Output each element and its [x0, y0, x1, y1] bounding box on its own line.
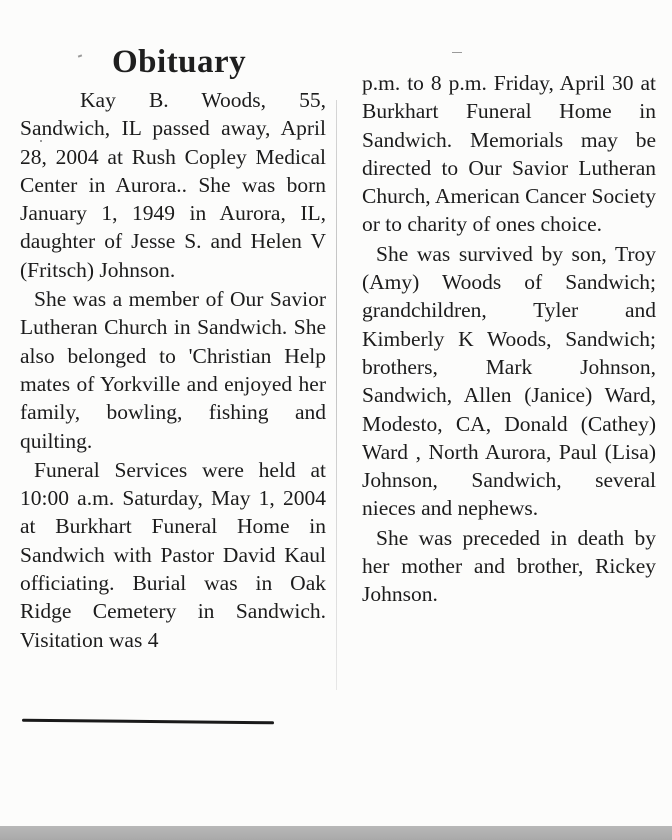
membership-paragraph: She was a member of Our Savior Lutheran Church in Sandwich. She also belonged to 'Christian Help mates of Yorkville and enjoyed her family, bowling, fishing and quilting. [20, 287, 326, 453]
preceded-in-death-paragraph: She was preceded in death by her mother and brother, Rickey Johnson. [362, 525, 656, 607]
handwritten-underline-mark [22, 719, 274, 725]
column-divider [336, 100, 337, 690]
left-column [20, 86, 326, 655]
print-speck [452, 52, 462, 53]
obituary-intro-paragraph: Kay B. Woods, 55, Sandwich, IL passed away, April 28, 2004 at Rush Copley Medical Center in Aurora.. She was born January 1, 1949 in Aurora, IL, daughter of Jesse S. and Helen V (Fritsch) Johnson. [20, 88, 326, 282]
scan-bottom-edge [0, 826, 672, 840]
obituary-title: Obituary [112, 44, 247, 80]
right-column [362, 69, 656, 610]
print-speck [78, 54, 82, 57]
visitation-memorials-paragraph: p.m. to 8 p.m. Friday, April 30 at Burkhart Funeral Home in Sandwich. Memorials may be directed to Our Savior Lutheran Church, American Cancer Society or to charity of ones choice. [362, 71, 656, 237]
print-speck [40, 140, 42, 142]
survivors-paragraph: She was survived by son, Troy (Amy) Woods of Sandwich; grandchildren, Tyler and Kimberly K Woods, Sandwich; brothers, Mark Johnson, Sandwich, Allen (Janice) Ward, Modesto, CA, Donald (Cathey) Ward , North Aurora, Paul (Lisa) Johnson, Sandwich, several nieces and nephews. [362, 241, 656, 521]
funeral-services-paragraph: Funeral Services were held at 10:00 a.m. Saturday, May 1, 2004 at Burkhart Funeral Home in Sandwich with Pastor David Kaul officiating. Burial was in Oak Ridge Cemetery in Sandwich. Visitation was 4 [20, 457, 326, 652]
